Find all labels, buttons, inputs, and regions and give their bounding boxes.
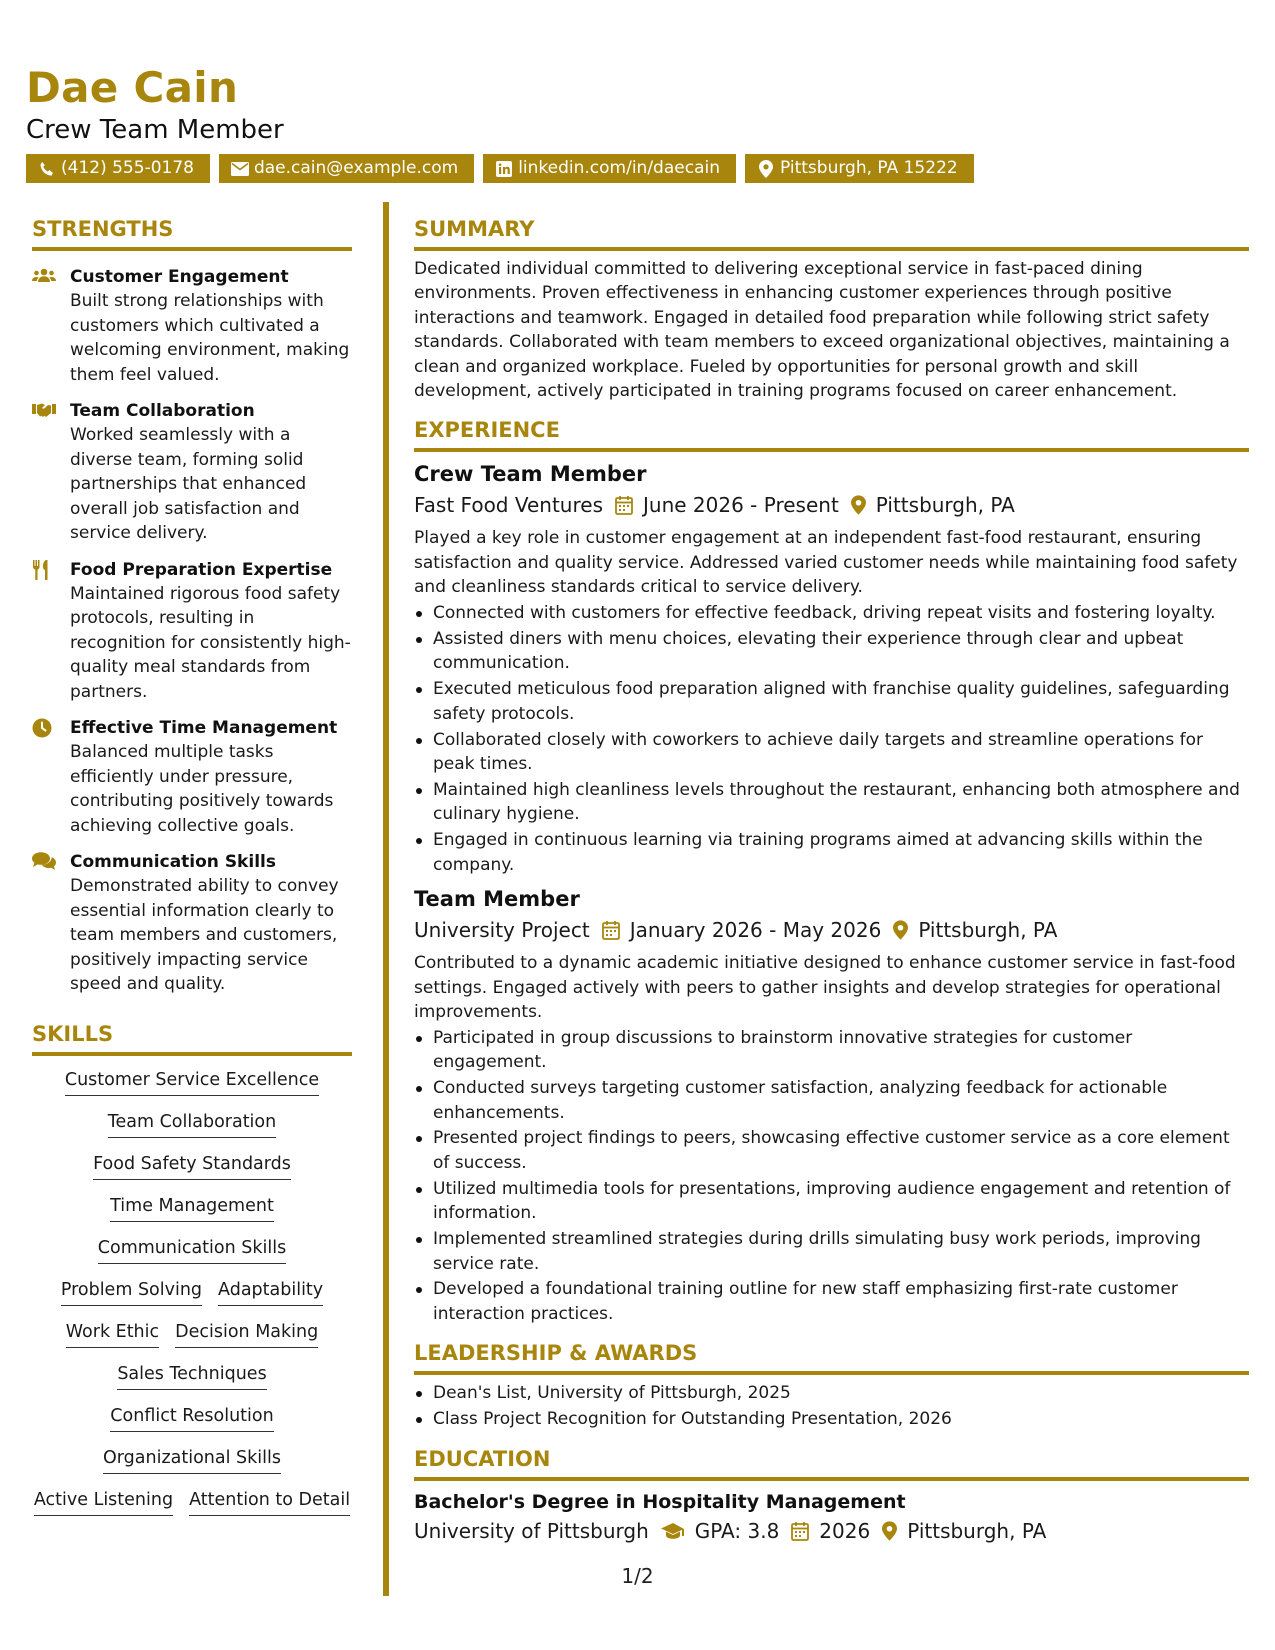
skill-row (66, 1320, 318, 1348)
bullet-item: Connected with customers for effective feedback, driving repeat visits and fostering loyalty. (414, 601, 1249, 625)
strength-name: Effective Time Management (70, 718, 338, 738)
experience-heading: EXPERIENCE (414, 415, 1249, 452)
job-title: Crew Team Member (414, 462, 647, 487)
job-dates: June 2026 - Present (643, 493, 839, 518)
page-number: 1/2 (621, 1564, 654, 1588)
bullet-item: Engaged in continuous learning via training programs aimed at advancing skills within the company. (414, 828, 1249, 877)
bullet-item: Executed meticulous food preparation aligned with franchise quality guidelines, safeguarding safety protocols. (414, 677, 1249, 726)
map-pin-icon (851, 495, 866, 515)
map-pin-icon (757, 160, 775, 178)
education-heading: EDUCATION (414, 1444, 1249, 1481)
skill-row (110, 1194, 274, 1222)
job-description: Played a key role in customer engagement at an independent fast-food restaurant, ensuring satisfaction and quality service. Addressed varied customer needs while maintaining food safety and cleanliness standards critical to service delivery. (414, 528, 1238, 598)
job-bullets (414, 1026, 1249, 1326)
education-meta (414, 1516, 1249, 1546)
skill-tag: Active Listening (34, 1488, 173, 1516)
bullet-item: Implemented streamlined strategies during drills simulating busy work periods, improving service rate. (414, 1227, 1249, 1276)
skill-tag: Communication Skills (98, 1236, 286, 1264)
calendar-icon (791, 1521, 809, 1541)
calendar-icon (602, 920, 620, 940)
contact-email-text: dae.cain@example.com (253, 158, 459, 178)
skill-tag: Time Management (110, 1194, 274, 1222)
award-item: Class Project Recognition for Outstanding Presentation, 2026 (414, 1407, 1249, 1431)
bullet-item: Developed a foundational training outline for new staff emphasizing first-rate customer interaction practices. (414, 1277, 1249, 1326)
bullet-item: Utilized multimedia tools for presentations, improving audience engagement and retention of information. (414, 1177, 1249, 1226)
award-item: Dean's List, University of Pittsburgh, 2025 (414, 1381, 1249, 1405)
skill-tag: Sales Techniques (117, 1362, 266, 1390)
skill-tag: Customer Service Excellence (65, 1068, 319, 1096)
strength-desc: Maintained rigorous food safety protocols, resulting in recognition for consistently high-quality meal standards from partners. (70, 583, 351, 702)
graduation-cap-icon (661, 1522, 685, 1540)
job-title: Team Member (414, 887, 580, 912)
comments-icon (32, 850, 70, 997)
contact-phone-text: (412) 555-0178 (61, 158, 194, 178)
contact-location-text: Pittsburgh, PA 15222 (780, 158, 958, 178)
skill-tag: Adaptability (218, 1278, 323, 1306)
column-divider (383, 202, 389, 1596)
summary-heading: SUMMARY (414, 214, 1249, 251)
handshake-icon (32, 399, 70, 546)
left-column (32, 214, 352, 1530)
school-name: University of Pittsburgh (414, 1518, 649, 1543)
skills-heading: SKILLS (32, 1019, 352, 1056)
strength-item (32, 265, 352, 387)
bullet-item: Maintained high cleanliness levels throughout the restaurant, enhancing both atmosphere and culinary hygiene. (414, 778, 1249, 827)
skill-row (103, 1446, 281, 1474)
calendar-icon (615, 495, 633, 515)
contact-linkedin[interactable] (483, 154, 736, 183)
skill-tag: Food Safety Standards (93, 1152, 291, 1180)
strength-name: Customer Engagement (70, 267, 289, 287)
skill-row (98, 1236, 286, 1264)
job-bullets (414, 601, 1249, 877)
job-meta (414, 490, 1249, 520)
skill-tag: Team Collaboration (108, 1110, 276, 1138)
utensils-icon (32, 558, 70, 705)
job-description: Contributed to a dynamic academic initiative designed to enhance customer service in fast-food settings. Engaged actively with peers to gather insights and develop strategies for operational improvements. (414, 953, 1236, 1022)
phone-icon (38, 160, 56, 178)
school-location: Pittsburgh, PA (907, 1518, 1047, 1543)
clock-icon (32, 716, 70, 838)
map-pin-icon (893, 920, 908, 940)
skill-tag: Work Ethic (66, 1320, 159, 1348)
strengths-heading: STRENGTHS (32, 214, 352, 251)
strength-item (32, 558, 352, 705)
degree-title: Bachelor's Degree in Hospitality Management (414, 1490, 906, 1513)
job-location: Pittsburgh, PA (875, 493, 1015, 518)
skill-row (117, 1362, 266, 1390)
skill-row (34, 1488, 350, 1516)
skill-row (61, 1278, 323, 1306)
envelope-icon (231, 160, 249, 178)
strength-name: Food Preparation Expertise (70, 559, 333, 580)
contact-linkedin-text: linkedin.com/in/daecain (518, 158, 720, 178)
job-entry (414, 885, 1249, 1326)
job-dates: January 2026 - May 2026 (629, 918, 882, 943)
job-entry (414, 460, 1249, 877)
linkedin-icon (495, 160, 513, 178)
contact-bar (26, 154, 1250, 183)
skill-row (110, 1404, 273, 1432)
strength-name: Team Collaboration (70, 401, 255, 421)
graduation-year: 2026 (819, 1518, 871, 1543)
bullet-item: Collaborated closely with coworkers to achieve daily targets and streamline operations for peak times. (414, 728, 1249, 777)
candidate-name: Dae Cain (26, 63, 239, 112)
skill-tag: Conflict Resolution (110, 1404, 273, 1432)
gpa: GPA: 3.8 (694, 1518, 780, 1543)
strength-desc: Built strong relationships with customers which cultivated a welcoming environment, making them feel valued. (70, 291, 350, 385)
job-company: University Project (414, 918, 590, 943)
skill-tag: Attention to Detail (189, 1488, 350, 1516)
strength-desc: Demonstrated ability to convey essential information clearly to team members and customers, positively impacting service speed and quality. (70, 876, 339, 994)
candidate-title: Crew Team Member (26, 115, 284, 145)
skill-tag: Decision Making (175, 1320, 318, 1348)
job-location: Pittsburgh, PA (918, 918, 1058, 943)
contact-email[interactable] (219, 154, 474, 183)
bullet-item: Presented project findings to peers, showcasing effective customer service as a core element of success. (414, 1126, 1249, 1175)
job-meta (414, 915, 1249, 945)
map-pin-icon (882, 1521, 897, 1541)
resume-header (26, 62, 1250, 183)
bullet-item: Assisted diners with menu choices, elevating their experience through clear and upbeat communication. (414, 627, 1249, 676)
summary-text: Dedicated individual committed to delivering exceptional service in fast-paced dining environments. Proven effectiveness in enhancing customer experiences through positive interactions and teamwork. Engaged in detailed food preparation while following strict safety standards. Collaborated with team members to exceed organizational objectives, maintaining a clean and organized workplace. Fueled by opportunities for personal growth and skill development, actively participated in training programs focused on career enhancement. (414, 259, 1230, 402)
bullet-item: Participated in group discussions to brainstorm innovative strategies for customer engagement. (414, 1026, 1249, 1075)
strength-desc: Worked seamlessly with a diverse team, forming solid partnerships that enhanced overall job satisfaction and service delivery. (70, 425, 307, 543)
skill-row (108, 1110, 276, 1138)
strength-item (32, 716, 352, 838)
skill-row (93, 1152, 291, 1180)
skill-row (65, 1068, 319, 1096)
strength-item (32, 399, 352, 546)
skills-list (32, 1068, 352, 1530)
strength-item (32, 850, 352, 997)
contact-location (745, 154, 974, 183)
strength-name: Communication Skills (70, 852, 276, 872)
strength-desc: Balanced multiple tasks efficiently under pressure, contributing positively towards achieving collective goals. (70, 742, 334, 836)
job-company: Fast Food Ventures (414, 493, 603, 518)
right-column (414, 214, 1249, 1552)
skill-tag: Organizational Skills (103, 1446, 281, 1474)
leadership-heading: LEADERSHIP & AWARDS (414, 1338, 1249, 1375)
skill-tag: Problem Solving (61, 1278, 202, 1306)
leadership-list (414, 1381, 1249, 1431)
users-icon (32, 265, 70, 387)
contact-phone[interactable] (26, 154, 210, 183)
bullet-item: Conducted surveys targeting customer satisfaction, analyzing feedback for actionable enhancements. (414, 1076, 1249, 1125)
